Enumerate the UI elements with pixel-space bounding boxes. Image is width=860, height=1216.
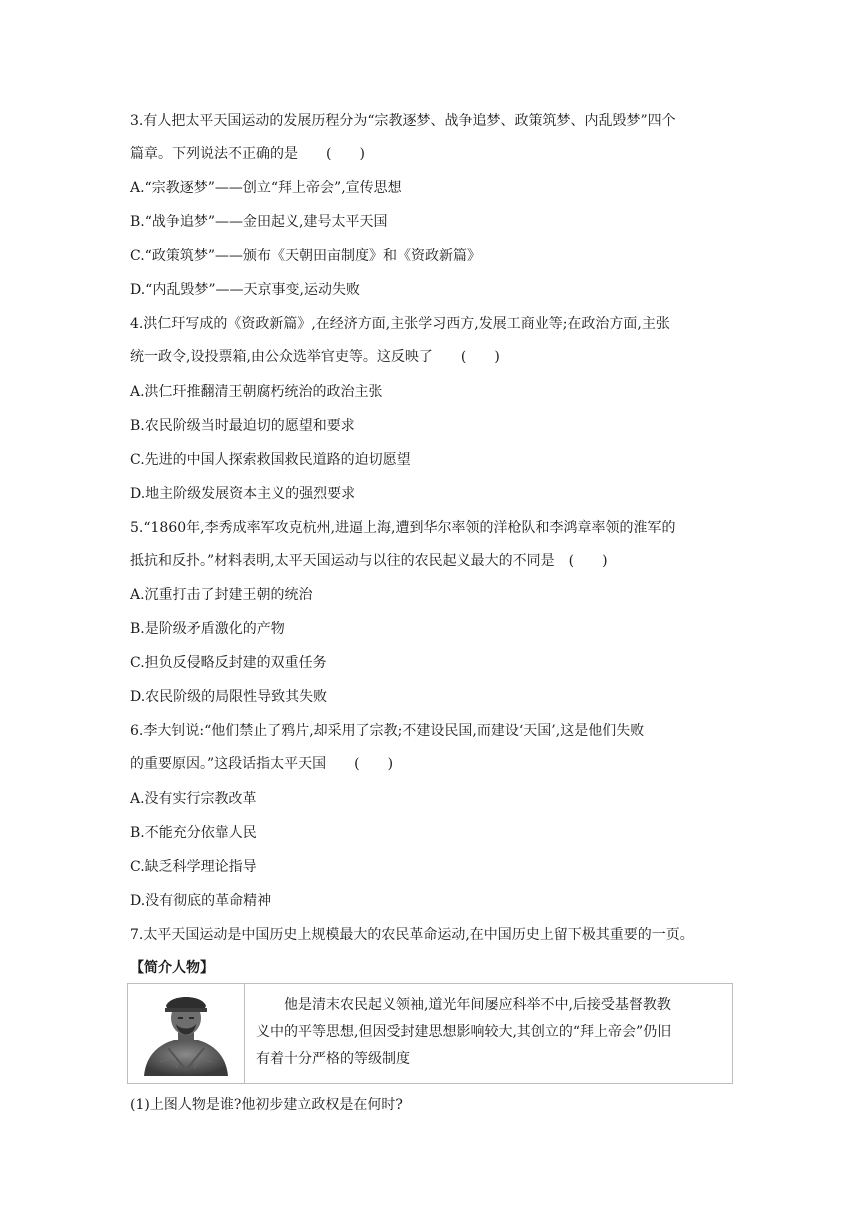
profile-description: [256, 992, 726, 1073]
q3-stem-line-2: 篇章。下列说法不正确的是 ( ): [130, 146, 365, 162]
q5-option-d: D.农民阶级的局限性导致其失败: [130, 689, 328, 705]
q6-stem-line-1: 6.李大钊说:“他们禁止了鸦片,却采用了宗教;不建设民国,而建设‘天国’,这是他们失败: [130, 723, 645, 739]
q6-option-d: D.没有彻底的革命精神: [130, 893, 272, 909]
q4-option-a: A.洪仁玕推翻清王朝腐朽统治的政治主张: [130, 384, 383, 400]
portrait-image: [138, 992, 234, 1076]
q4-option-b: B.农民阶级当时最迫切的愿望和要求: [130, 418, 355, 434]
q3-option-a: A.“宗教逐梦”——创立“拜上帝会”,宣传思想: [130, 180, 402, 196]
profile-table: [127, 983, 733, 1084]
statue-bust-icon: [138, 992, 234, 1076]
q3-option-b: B.“战争追梦”——金田起义,建号太平天国: [130, 214, 388, 230]
q5-stem-line-2: 抵抗和反扑。”材料表明,太平天国运动与以往的农民起义最大的不同是 ( ): [130, 553, 608, 569]
profile-line-2: 义中的平等思想,但因受封建思想影响较大,其创立的“拜上帝会”仍旧: [256, 1024, 672, 1040]
q7-intro: 7.太平天国运动是中国历史上规模最大的农民革命运动,在中国历史上留下极其重要的一页。: [130, 927, 694, 943]
section-heading: 【简介人物】: [130, 960, 214, 976]
q4-stem-line-2: 统一政令,设投票箱,由公众选举官吏等。这反映了 ( ): [130, 349, 500, 365]
q6-option-c: C.缺乏科学理论指导: [130, 859, 257, 875]
q4-stem-line-1: 4.洪仁玕写成的《资政新篇》,在经济方面,主张学习西方,发展工商业等;在政治方面,主张: [130, 316, 670, 332]
q5-option-c: C.担负反侵略反封建的双重任务: [130, 655, 327, 671]
profile-line-3: 有着十分严格的等级制度: [256, 1051, 410, 1067]
q5-stem-line-1: 5.“1860年,李秀成率军攻克杭州,进逼上海,遭到华尔率领的洋枪队和李鸿章率领的淮军的: [130, 520, 676, 536]
q6-stem-line-2: 的重要原因。”这段话指太平天国 ( ): [130, 756, 394, 772]
q6-option-a: A.没有实行宗教改革: [130, 791, 257, 807]
q5-option-a: A.沉重打击了封建王朝的统治: [130, 587, 313, 603]
q3-stem-line-1: 3.有人把太平天国运动的发展历程分为“宗教逐梦、战争追梦、政策筑梦、内乱毁梦”四个: [130, 113, 676, 129]
q4-option-c: C.先进的中国人探索救国救民道路的迫切愿望: [130, 452, 411, 468]
q7-subquestion-1: (1)上图人物是谁?他初步建立政权是在何时?: [130, 1097, 403, 1113]
table-divider: [244, 984, 245, 1083]
q5-option-b: B.是阶级矛盾激化的产物: [130, 621, 285, 637]
q3-option-c: C.“政策筑梦”——颁布《天朝田亩制度》和《资政新篇》: [130, 248, 481, 264]
q4-option-d: D.地主阶级发展资本主义的强烈要求: [130, 486, 356, 502]
q3-option-d: D.“内乱毁梦”——天京事变,运动失败: [130, 282, 360, 298]
profile-line-1: 他是清末农民起义领袖,道光年间屡应科举不中,后接受基督教教: [256, 997, 671, 1013]
q6-option-b: B.不能充分依靠人民: [130, 825, 257, 841]
